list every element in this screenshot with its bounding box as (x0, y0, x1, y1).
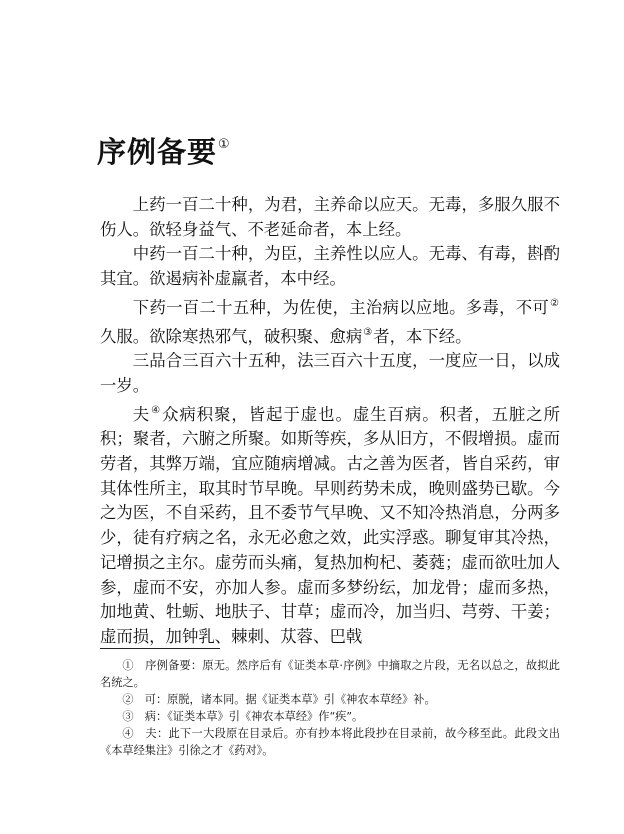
footnote-3 (100, 708, 560, 725)
paragraph-5-text-a: 夫 (132, 404, 151, 424)
footnote-ref-4: ④ (151, 404, 162, 416)
footnote-1-text: 序例备要：原无。然序后有《证类本草·序例》中摘取之片段，无名以总之，故拟此名统之。 (100, 659, 560, 689)
paragraph-4 (100, 349, 560, 398)
footnote-2-text: 可：原脱，诸本同。据《证类本草》引《神农本草经》补。 (144, 693, 436, 706)
title-footnote-marker: ① (218, 137, 231, 152)
paragraph-1-text: 上药一百二十种，为君，主养命以应天。无毒，多服久服不伤人。欲轻身益气、不老延命者，本上经。 (100, 195, 560, 239)
footnote-divider (100, 648, 220, 649)
footnote-4 (100, 725, 560, 759)
footnote-1-mark: ① (122, 659, 134, 672)
footnote-2 (100, 691, 560, 708)
main-text (100, 193, 560, 650)
paragraph-3 (100, 292, 560, 349)
paragraph-4-text: 三品合三百六十五种，法三百六十五度，一度应一日，以成一岁。 (100, 351, 560, 395)
paragraph-1 (100, 193, 560, 242)
page-title-text: 序例备要 (97, 135, 218, 169)
paragraph-5-text-b: 众病积聚，皆起于虚也。虚生百病。积者，五脏之所积；聚者，六腑之所聚。如斯等疾，多从旧方，不假增损。虚而劳者，其弊万端，宜应随病增减。古之善为医者，皆自采药，审其体性所主，取其时节早晚。早则药势未成，晚则盛势已歇。今之为医，不自采药，且不委节气早晚、又不知冷热消息，分两多少，徒有疗病之名，永无必愈之效，此实浮惑。聊复审其冷热，记增损之主尔。虚劳而头痛，复热加枸杞、萎蕤；虚而欲吐加人参，虚而不安，亦加人参。虚而多梦纷纭，加龙骨；虚而多热，加地黄、牡蛎、地肤子、甘草；虚而冷，加当归、芎䓖、干姜；虚而损，加钟乳、棘刺、苁蓉、巴戟 (100, 404, 560, 646)
footnote-3-mark: ③ (122, 710, 134, 723)
footnote-3-text: 病：《证类本草》引《神农本草经》作“疾”。 (144, 710, 364, 723)
footnote-ref-3: ③ (363, 326, 373, 338)
page-title (97, 130, 231, 171)
footnote-4-mark: ④ (122, 727, 134, 740)
footnote-2-mark: ② (122, 693, 134, 706)
footnote-ref-2: ② (550, 297, 559, 309)
footnote-1 (100, 657, 560, 691)
paragraph-2-text: 中药一百二十种，为臣，主养性以应人。无毒、有毒，斟酌其宜。欲遏病补虚羸者，本中经。 (100, 244, 560, 289)
paragraph-5 (100, 399, 560, 650)
paragraph-2 (100, 242, 560, 291)
footnote-4-text: 夫：此下一大段原在目录后。亦有抄本将此段抄在目录前，故今移至此。此段文出《本草经集注》引徐之才《药对》。 (100, 727, 560, 757)
paragraph-3-text-b: 久服。欲除寒热邪气，破积聚、愈病 (100, 326, 363, 346)
paragraph-3-text-c: 者，本下经。 (373, 326, 472, 346)
footnotes (100, 657, 560, 759)
paragraph-3-text-a: 下药一百二十五种，为佐使，主治病以应地。多毒，不可 (132, 297, 550, 317)
